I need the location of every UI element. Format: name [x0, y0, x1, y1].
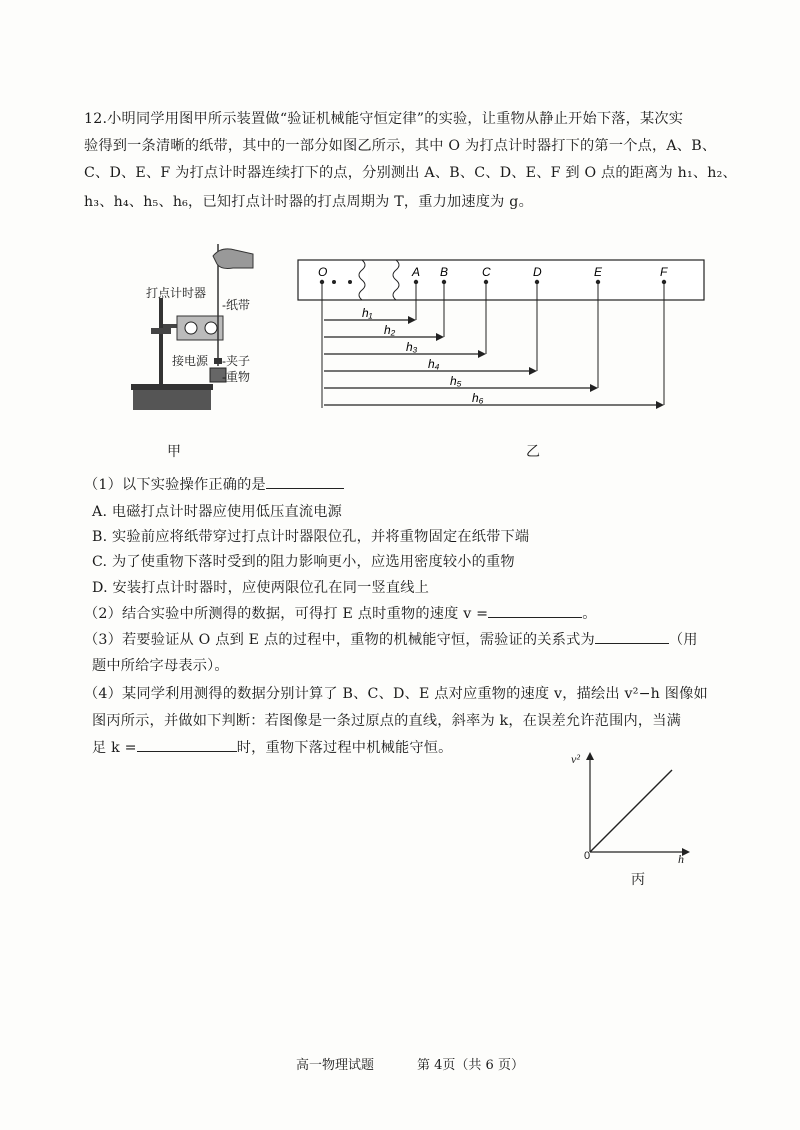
hand	[213, 249, 253, 269]
tape-dot-f	[662, 280, 666, 284]
figure-jia-apparatus	[125, 238, 265, 418]
arrowhead-h4	[529, 367, 537, 375]
origin-label: 0	[584, 850, 591, 862]
tape-dot-e	[596, 280, 600, 284]
distance-label-h4: h₄	[428, 357, 440, 371]
tape-label-a: A	[412, 265, 421, 279]
tape-label-f: F	[660, 265, 668, 279]
answer-blank-1[interactable]	[266, 474, 344, 489]
part4-line-3: 足 k = 时，重物下落过程中机械能守恒。	[92, 737, 453, 757]
tape-label-o: O	[318, 265, 328, 279]
distance-label-h2: h₂	[384, 323, 396, 337]
answer-blank-2[interactable]	[488, 603, 582, 618]
tape-dot-a	[414, 280, 418, 284]
part2: （2）结合实验中所测得的数据，可得打 E 点时重物的速度 v = 。	[84, 603, 597, 623]
distance-label-h1: h₁	[362, 306, 373, 320]
caption-yi: 乙	[526, 444, 540, 460]
question-line-1: 12.小明同学用图甲所示装置做“验证机械能守恒定律”的实验，让重物从静止开始下落，某次实	[84, 111, 684, 127]
part4-line-2: 图丙所示，并做如下判断：若图像是一条过原点的直线，斜率为 k，在误差允许范围内，当满	[92, 713, 682, 729]
part3-line-1: （3）若要验证从 O 点到 E 点的过程中，重物的机械能守恒，需验证的关系式为 （用	[84, 629, 698, 649]
label-clip: -夹子	[222, 354, 251, 368]
label-weight: -重物	[222, 370, 251, 384]
label-tape: -纸带	[222, 298, 251, 312]
part1-stem: （1）以下实验操作正确的是	[84, 474, 344, 494]
distance-label-h3: h₃	[406, 340, 418, 354]
tape-label-e: E	[594, 265, 603, 279]
answer-blank-4[interactable]	[137, 737, 237, 752]
tape-dot-o	[320, 280, 324, 284]
part4-line-1: （4）某同学利用测得的数据分别计算了 B、C、D、E 点对应重物的速度 v，描绘出 v²−h 图像如	[84, 686, 708, 702]
distance-label-h6: h₆	[472, 391, 484, 405]
tape-dot-d	[535, 280, 539, 284]
question-line-3: C、D、E、F 为打点计时器连续打下的点，分别测出 A、B、C、D、E、F 到 O 点的距离为 h₁、h₂、	[84, 165, 737, 181]
y-axis-label: v²	[571, 752, 580, 766]
x-axis-label: h	[678, 852, 684, 866]
caption-bing: 丙	[631, 872, 645, 888]
tape-label-d: D	[533, 265, 542, 279]
footer-page: 第 4页（共 6 页）	[417, 1058, 524, 1073]
clip	[214, 358, 222, 364]
figure-yi-tape	[292, 250, 712, 420]
arrowhead-h2	[436, 333, 444, 341]
arrowhead-h5	[590, 384, 598, 392]
question-line-4: h₃、h₄、h₅、h₆，已知打点计时器的打点周期为 T，重力加速度为 g。	[84, 194, 533, 210]
tape-dot-b	[442, 280, 446, 284]
arrowhead-h3	[478, 350, 486, 358]
option-d[interactable]: D. 安装打点计时器时，应使两限位孔在同一竖直线上	[92, 580, 430, 596]
figure-bing-graph	[568, 750, 698, 866]
footer-subject: 高一物理试题	[296, 1058, 375, 1073]
caption-jia: 甲	[167, 444, 181, 460]
part3-line-2: 题中所给字母表示）。	[92, 658, 229, 674]
distance-label-h5: h₅	[450, 374, 462, 388]
label-timer: 打点计时器	[146, 286, 207, 300]
question-line-2: 验得到一条清晰的纸带，其中的一部分如图乙所示，其中 O 为打点计时器打下的第一个点，A、B、	[84, 138, 717, 154]
tape-label-c: C	[482, 265, 491, 279]
answer-blank-3[interactable]	[595, 629, 669, 644]
tape-dot-c	[484, 280, 488, 284]
option-a[interactable]: A. 电磁打点计时器应使用低压直流电源	[92, 504, 343, 520]
arrowhead-h1	[408, 316, 416, 324]
arrowhead-h6	[656, 401, 664, 409]
option-c[interactable]: C. 为了使重物下落时受到的阻力影响更小，应选用密度较小的重物	[92, 554, 515, 570]
option-b[interactable]: B. 实验前应将纸带穿过打点计时器限位孔，并将重物固定在纸带下端	[92, 529, 530, 545]
stand-rod	[159, 298, 163, 390]
graph-line	[590, 770, 672, 852]
label-power: 接电源	[172, 354, 209, 368]
stand-base	[133, 388, 211, 410]
tape-label-b: B	[440, 265, 449, 279]
